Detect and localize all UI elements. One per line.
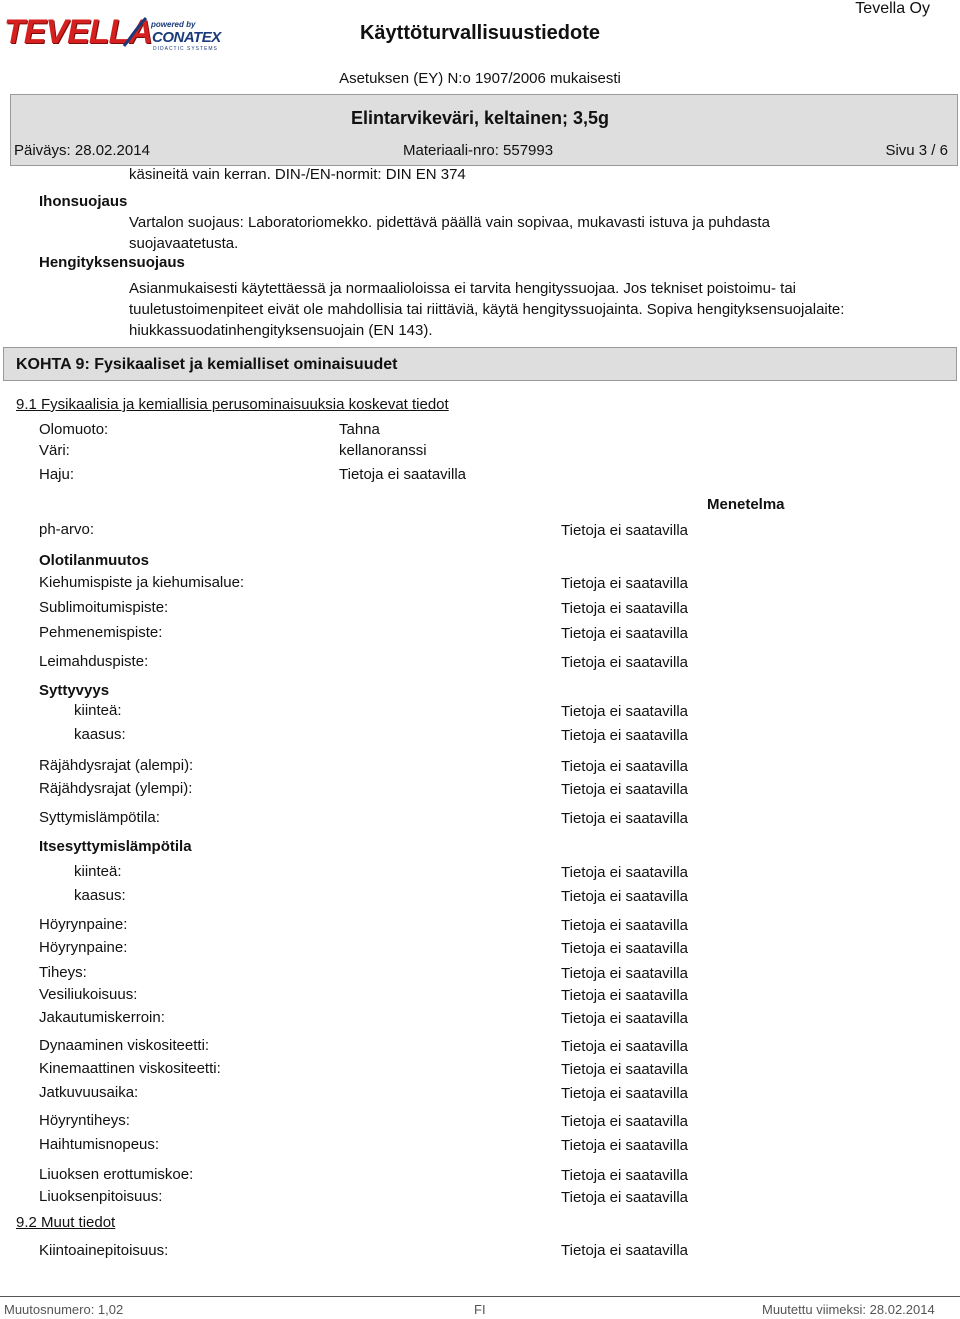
property-label: Höyryntiheys: (39, 1112, 130, 1129)
property-label: kaasus: (74, 887, 126, 904)
color-value: kellanoranssi (339, 442, 427, 459)
property-label: Leimahduspiste: (39, 653, 149, 670)
property-label: Jatkuvuusaika: (39, 1084, 139, 1101)
property-label: Dynaaminen viskositeetti: (39, 1037, 210, 1054)
property-value: Tietoja ei saatavilla (561, 727, 689, 744)
property-value: Tietoja ei saatavilla (561, 758, 689, 775)
property-value: Tietoja ei saatavilla (561, 965, 689, 982)
respiratory-protection-text-2: Jos tekniset poistoimu- tai tuuletustoimenpiteet eivät ole mahdollisia tai riittäviä, käytä hengityssuojainta. Sopiva hengityksensuojalaite: hiukkassuodatinhengityksensuojain (EN 143). (129, 280, 845, 339)
property-label: Liuoksen erottumiskoe: (39, 1166, 194, 1183)
footer-divider (0, 1296, 960, 1297)
property-label: kiinteä: (74, 702, 122, 719)
solids-content-value: Tietoja ei saatavilla (561, 1242, 689, 1259)
property-value: Tietoja ei saatavilla (561, 703, 689, 720)
property-value: Tietoja ei saatavilla (561, 1113, 689, 1130)
property-value: Tietoja ei saatavilla (561, 600, 689, 617)
property-value: Tietoja ei saatavilla (561, 522, 689, 539)
property-label: Jakautumiskerroin: (39, 1009, 165, 1026)
property-value: Tietoja ei saatavilla (561, 1167, 689, 1184)
property-label: Kinemaattinen viskositeetti: (39, 1060, 221, 1077)
document-title: Käyttöturvallisuustiedote (359, 22, 601, 44)
property-label: Pehmenemispiste: (39, 624, 163, 641)
property-label: Syttymislämpötila: (39, 809, 160, 826)
odor-value: Tietoja ei saatavilla (339, 466, 467, 483)
regulation-text: Asetuksen (EY) N:o 1907/2006 mukaisesti (339, 70, 621, 87)
document-date: Päiväys: 28.02.2014 (14, 142, 150, 159)
property-label: Haihtumisnopeus: (39, 1136, 160, 1153)
section-9-title: KOHTA 9: Fysikaaliset ja kemialliset ominaisuudet (16, 356, 398, 373)
property-value: Tietoja ei saatavilla (561, 1010, 689, 1027)
method-column-header: Menetelma (707, 496, 785, 513)
property-value: Tietoja ei saatavilla (561, 940, 689, 957)
property-label: Höyrynpaine: (39, 916, 128, 933)
hand-protection-continued: käsineitä vain kerran. DIN-/EN-normit: DIN EN 374 (129, 166, 466, 183)
property-value: Tietoja ei saatavilla (561, 888, 689, 905)
subsection-9-1-title: 9.1 Fysikaalisia ja kemiallisia perusominaisuuksia koskevat tiedot (16, 396, 449, 413)
property-label: Räjähdysrajat (ylempi): (39, 780, 193, 797)
logo-partner: CONATEX (152, 29, 221, 46)
skin-protection-text: Vartalon suojaus: Laboratoriomekko. pidettävä päällä vain sopivaa, mukavasti istuva ja puhdasta suojavaatetusta. (129, 214, 770, 252)
skin-protection-label: Ihonsuojaus (39, 193, 128, 210)
property-value: Tietoja ei saatavilla (561, 1038, 689, 1055)
property-label: ph-arvo: (39, 521, 95, 538)
property-value: Tietoja ei saatavilla (561, 654, 689, 671)
solids-content-label: Kiintoainepitoisuus: (39, 1242, 169, 1259)
property-label: kiinteä: (74, 863, 122, 880)
property-label: kaasus: (74, 726, 126, 743)
property-label: Sublimoitumispiste: (39, 599, 169, 616)
property-value: Tietoja ei saatavilla (561, 1061, 689, 1078)
product-name: Elintarvikeväri, keltainen; 3,5g (350, 108, 610, 128)
property-label: Liuoksenpitoisuus: (39, 1188, 163, 1205)
property-value: Tietoja ei saatavilla (561, 987, 689, 1004)
property-value: Tietoja ei saatavilla (561, 1137, 689, 1154)
form-label: Olomuoto: (39, 421, 109, 438)
color-label: Väri: (39, 442, 70, 459)
subsection-9-2-title: 9.2 Muut tiedot (16, 1214, 116, 1231)
last-revised: Muutettu viimeksi: 28.02.2014 (762, 1302, 935, 1317)
logo-powered-by: powered by (151, 20, 196, 29)
property-group-heading: Syttyvyys (39, 682, 110, 699)
language-code: FI (474, 1302, 486, 1317)
material-number: Materiaali-nro: 557993 (403, 142, 554, 159)
property-value: Tietoja ei saatavilla (561, 575, 689, 592)
property-value: Tietoja ei saatavilla (561, 917, 689, 934)
property-group-heading: Itsesyttymislämpötila (39, 838, 192, 855)
company-name: Tevella Oy (855, 0, 930, 17)
property-label: Räjähdysrajat (alempi): (39, 757, 194, 774)
property-label: Tiheys: (39, 964, 87, 981)
property-group-heading: Olotilanmuutos (39, 552, 149, 569)
logo-wordmark: TEVELLA (4, 13, 152, 51)
page-number: Sivu 3 / 6 (885, 142, 948, 159)
property-value: Tietoja ei saatavilla (561, 1085, 689, 1102)
respiratory-protection-label: Hengityksensuojaus (39, 254, 185, 271)
property-value: Tietoja ei saatavilla (561, 1189, 689, 1206)
property-label: Vesiliukoisuus: (39, 986, 138, 1003)
respiratory-protection-text-1: Asianmukaisesti käytettäessä ja normaalioloissa ei tarvita hengityssuojaa. (129, 280, 620, 297)
property-label: Höyrynpaine: (39, 939, 128, 956)
form-value: Tahna (339, 421, 380, 438)
odor-label: Haju: (39, 466, 75, 483)
property-value: Tietoja ei saatavilla (561, 864, 689, 881)
respiratory-protection-text-2-wrap (129, 278, 849, 341)
property-value: Tietoja ei saatavilla (561, 781, 689, 798)
property-label: Kiehumispiste ja kiehumisalue: (39, 574, 245, 591)
property-value: Tietoja ei saatavilla (561, 625, 689, 642)
logo-tagline: DIDACTIC SYSTEMS (153, 46, 218, 52)
property-value: Tietoja ei saatavilla (561, 810, 689, 827)
revision-number: Muutosnumero: 1,02 (4, 1302, 124, 1317)
